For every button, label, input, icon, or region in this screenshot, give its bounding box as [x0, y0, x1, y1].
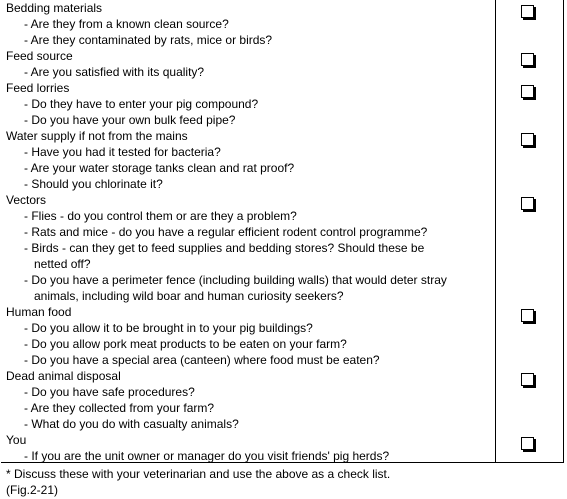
checkbox-feed-source[interactable] — [521, 53, 534, 66]
section-heading-you: You — [6, 433, 27, 447]
footnote: * Discuss these with your veterinarian and use the above as a check list. — [6, 467, 391, 481]
question-item: - Should you chlorinate it? — [24, 177, 163, 191]
question-item-continued: animals, including wild boar and human curiosity seekers? — [34, 289, 344, 303]
question-item: - Do they have to enter your pig compound? — [24, 97, 259, 111]
question-item: - Are your water storage tanks clean and rat proof? — [24, 161, 295, 175]
question-item: - Rats and mice - do you have a regular efficient rodent control programme? — [24, 225, 428, 239]
checkbox-feed-lorries[interactable] — [521, 85, 534, 98]
checkbox-dead-animal-disposal[interactable] — [521, 373, 534, 386]
question-item: - Have you had it tested for bacteria? — [24, 145, 221, 159]
section-heading-dead-animal-disposal: Dead animal disposal — [6, 369, 121, 383]
section-heading-human-food: Human food — [6, 305, 72, 319]
checkbox-water-supply[interactable] — [521, 133, 534, 146]
section-heading-feed-source: Feed source — [6, 49, 73, 63]
question-item: - Are they contaminated by rats, mice or birds? — [24, 33, 273, 47]
figure-label: (Fig.2-21) — [6, 483, 59, 497]
section-heading-bedding: Bedding materials — [6, 1, 103, 15]
question-item: - Birds - can they get to feed supplies and bedding stores? Should these be — [24, 241, 425, 255]
section-heading-vectors: Vectors — [6, 193, 47, 207]
question-item-continued: netted off? — [34, 257, 91, 271]
question-item: - If you are the unit owner or manager do you visit friends' pig herds? — [24, 449, 390, 463]
checkbox-human-food[interactable] — [521, 309, 534, 322]
checkbox-vectors[interactable] — [521, 197, 534, 210]
question-item: - Are they collected from your farm? — [24, 401, 215, 415]
question-item: - Are you satisfied with its quality? — [24, 65, 205, 79]
question-item: - Do you allow pork meat products to be eaten on your farm? — [24, 337, 347, 351]
question-item: - Do you have safe procedures? — [24, 385, 195, 399]
checkbox-bedding[interactable] — [521, 5, 534, 18]
section-heading-water-supply: Water supply if not from the mains — [6, 129, 188, 143]
question-item: - Flies - do you control them or are they a problem? — [24, 209, 297, 223]
question-item: - Do you have your own bulk feed pipe? — [24, 113, 236, 127]
question-item: - Do you allow it to be brought in to your pig buildings? — [24, 321, 313, 335]
checkbox-you[interactable] — [521, 437, 534, 450]
question-item: - Do you have a special area (canteen) where food must be eaten? — [24, 353, 380, 367]
question-item: - Do you have a perimeter fence (including building walls) that would deter stray — [24, 273, 447, 287]
question-item: - What do you do with casualty animals? — [24, 417, 239, 431]
question-item: - Are they from a known clean source? — [24, 17, 229, 31]
section-heading-feed-lorries: Feed lorries — [6, 81, 70, 95]
